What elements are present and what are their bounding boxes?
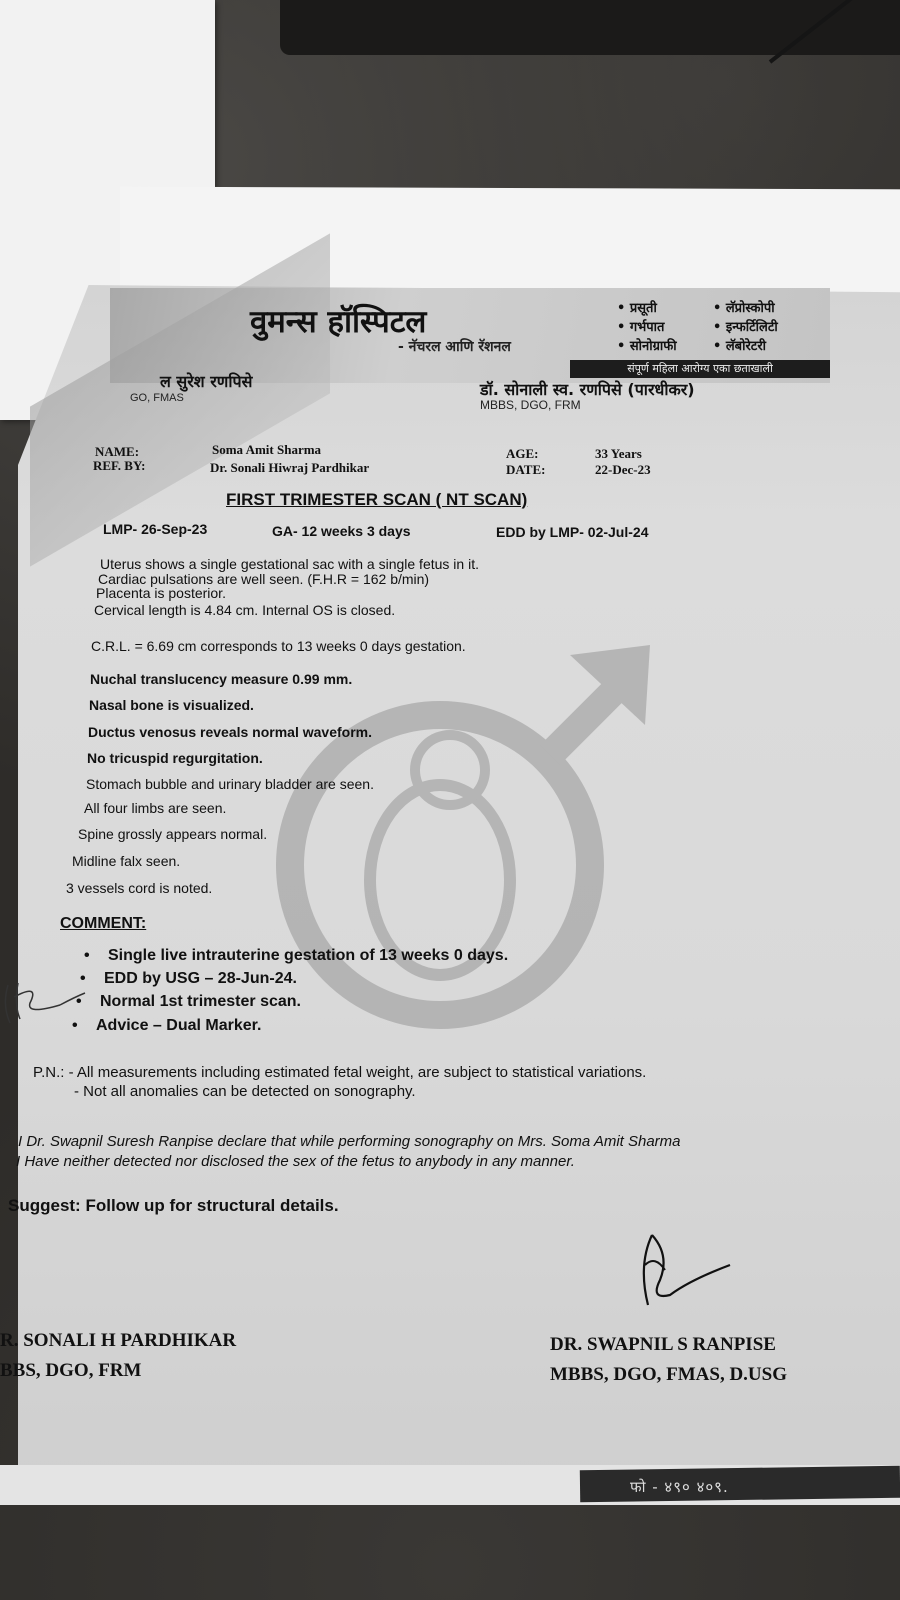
footer-phone: फो - ४९० ४०९. (630, 1478, 729, 1496)
left-doctor-name: R. SONALI H PARDHIKAR (0, 1330, 237, 1351)
age-label: AGE: (506, 446, 539, 461)
report-date: 22-Dec-23 (595, 462, 651, 477)
hospital-name: वुमन्स हॉस्पिटल (250, 304, 427, 340)
patient-age: 33 Years (595, 446, 642, 461)
lmp-date: LMP- 26-Sep-23 (103, 521, 208, 537)
comment-item: • EDD by USG – 28-Jun-24. (80, 970, 297, 987)
doctor-left-name-marathi: ल सुरेश रणपिसे (160, 372, 253, 391)
pn-note: P.N.: - All measurements including estimated fetal weight, are subject to statistical variations. (33, 1064, 647, 1081)
gestational-age: GA- 12 weeks 3 days (272, 523, 411, 539)
name-label: NAME: (95, 444, 140, 459)
comment-item: • Normal 1st trimester scan. (76, 993, 301, 1010)
initials-signature (0, 975, 90, 1025)
suggestion: Suggest: Follow up for structural details. (8, 1196, 339, 1215)
detail-line: Midline falx seen. (72, 853, 181, 869)
services-list (617, 298, 817, 355)
detail-line: No tricuspid regurgitation. (87, 750, 263, 766)
detail-line: Stomach bubble and urinary bladder are seen. (86, 776, 374, 792)
declaration-line: I Have neither detected nor disclosed the sex of the fetus to anybody in any manner. (16, 1153, 575, 1170)
service-item: • लॅबोरेटरी (713, 339, 767, 354)
right-doctor-degree: MBBS, DGO, FMAS, D.USG (550, 1364, 787, 1385)
hospital-subtitle: - नॅचरल आणि रॅशनल (398, 339, 511, 355)
detail-line: Nuchal translucency measure 0.99 mm. (90, 671, 353, 687)
service-item: • गर्भपात (617, 320, 665, 335)
declaration-line: I Dr. Swapnil Suresh Ranpise declare that while performing sonography on Mrs. Soma Amit Sharma (18, 1133, 681, 1150)
laptop-edge (280, 0, 900, 55)
finding-line: Cervical length is 4.84 cm. Internal OS is closed. (94, 602, 396, 618)
detail-line: Ductus venosus reveals normal waveform. (88, 724, 372, 740)
watermark-logo (250, 630, 670, 1050)
service-item: • सोनोग्राफी (617, 339, 677, 354)
finding-line: Cardiac pulsations are well seen. (F.H.R = 162 b/min) (98, 571, 430, 587)
service-item: • इन्फर्टिलिटी (713, 320, 778, 335)
comment-item: • Advice – Dual Marker. (72, 1017, 262, 1034)
detail-line: Nasal bone is visualized. (89, 697, 254, 713)
hospital-tagline: संपूर्ण महिला आरोग्य एका छताखाली (570, 360, 830, 378)
service-item: • लॅप्रोस्कोपी (713, 301, 775, 316)
doctor-signature (630, 1225, 740, 1320)
crl-line: C.R.L. = 6.69 cm corresponds to 13 weeks 0 days gestation. (91, 638, 466, 654)
comment-heading: COMMENT: (60, 915, 147, 932)
detail-line: Spine grossly appears normal. (78, 826, 268, 842)
right-doctor-name: DR. SWAPNIL S RANPISE (550, 1334, 776, 1355)
detail-line: 3 vessels cord is noted. (66, 880, 213, 896)
doctor-left-degree: GO, FMAS (130, 392, 184, 404)
pn-note-2: - Not all anomalies can be detected on sonography. (74, 1083, 416, 1100)
comment-item: • Single live intrauterine gestation of 13 weeks 0 days. (84, 947, 509, 964)
doctor-right-name-marathi: डॉ. सोनाली स्व. रणपिसे (पारधीकर) (480, 380, 695, 399)
patient-name: Soma Amit Sharma (212, 442, 322, 457)
detail-line: All four limbs are seen. (84, 800, 227, 816)
date-label: DATE: (506, 462, 546, 477)
report-title: FIRST TRIMESTER SCAN ( NT SCAN) (226, 490, 528, 509)
ref-label: REF. BY: (93, 458, 146, 473)
edd-by-lmp: EDD by LMP- 02-Jul-24 (496, 524, 649, 540)
doctor-right-degree: MBBS, DGO, FRM (480, 398, 581, 412)
finding-line: Uterus shows a single gestational sac with a single fetus in it. (100, 556, 479, 572)
background-paper-top (120, 187, 900, 300)
finding-line: Placenta is posterior. (96, 585, 226, 601)
footer-band (580, 1466, 900, 1502)
service-item: • प्रसूती (617, 301, 657, 316)
left-doctor-degree: BBS, DGO, FRM (0, 1360, 142, 1381)
referring-doctor: Dr. Sonali Hiwraj Pardhikar (210, 460, 370, 475)
